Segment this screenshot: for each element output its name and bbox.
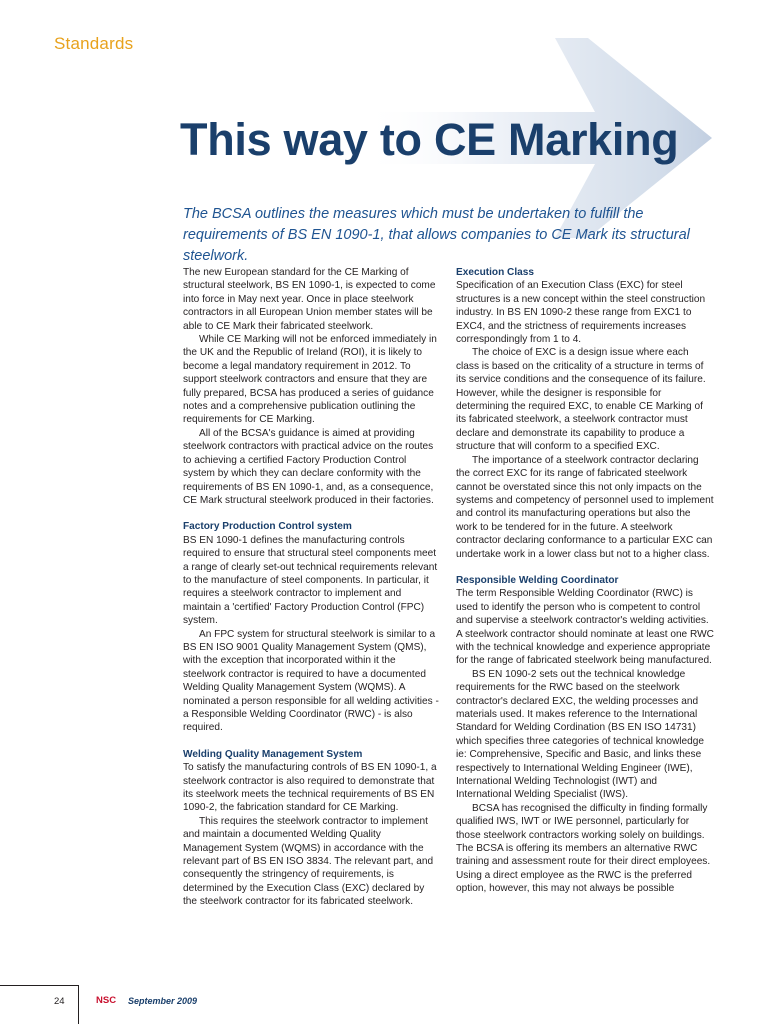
footer-divider-vertical xyxy=(78,986,79,1024)
paragraph: The choice of EXC is a design issue where each class is based on the criticality of a structure in terms of its service conditions and the consequence of its failure. However, while the designer is responsible for determining the required EXC, to enable CE Marking of its fabricated steelwork, a steelwork contractor must declare and demonstrate its capability to produce a structure that will conform to a specified EXC. xyxy=(456,347,706,453)
page-number: 24 xyxy=(54,996,65,1007)
paragraph: While CE Marking will not be enforced immediately in the UK and the Republic of Ireland (ROI), it is likely to become a legal mandatory requirement in 2012. To support steelwork contractors and ensure that they are fully prepared, BCSA has produced a series of guidance notes and a comprehensive publication outlining the requirements for CE Marking. xyxy=(183,334,437,426)
paragraph: To satisfy the manufacturing controls of BS EN 1090-1, a steelwork contractor is also required to demonstrate that its steelwork meets the technical requirements of BS EN 1090-2, the fabrication standard for CE Marking. xyxy=(183,762,437,814)
section-label: Standards xyxy=(54,34,134,53)
standfirst: The BCSA outlines the measures which must be undertaken to fulfill the requirements of BS EN 1090-1, that allows companies to CE Mark its structural steelwork. xyxy=(183,206,690,264)
paragraph: The term Responsible Welding Coordinator (RWC) is used to identify the person who is competent to control and supervise a steelwork contractor's welding activities. A steelwork contractor should nominate at least one RWC with the technical knowledge and experience appropriate for the range of fabricated steelwork being manufactured. xyxy=(456,588,714,667)
page-title: This way to CE Marking xyxy=(180,114,679,165)
subheading-wqms: Welding Quality Management System xyxy=(183,748,363,760)
footer-divider xyxy=(0,985,79,986)
right-column xyxy=(456,266,714,896)
subheading-rwc: Responsible Welding Coordinator xyxy=(456,574,619,586)
left-column xyxy=(183,266,441,909)
paragraph: All of the BCSA's guidance is aimed at providing steelwork contractors with practical advice on the routes to achieving a certified Factory Production Control system by which they can declare conformity with the requirements of BS EN 1090-1, and, as a consequence, CE Mark structural steelwork produced in their factories. xyxy=(183,427,434,506)
paragraph: BS EN 1090-1 defines the manufacturing controls required to ensure that structural steel components meet a range of clearly set-out technical requirements relevant to the manufacture of steel components. In particular, it requires a steelwork contractor to implement and maintain a 'certified' Factory Production Control (FPC) system. xyxy=(183,534,438,627)
paragraph: The new European standard for the CE Marking of structural steelwork, BS EN 1090-1, is expected to come into force in May next year. Once in place steelwork contractors in all European Union member states will be able to CE Mark their fabricated steelwork. xyxy=(183,267,436,332)
subheading-fpc: Factory Production Control system xyxy=(183,521,352,533)
publication-logo: NSC xyxy=(96,995,117,1006)
paragraph: This requires the steelwork contractor to implement and maintain a documented Welding Quality Management System (WQMS) in accordance with the relevant part of BS EN ISO 3834. The relevant part, and consequently the stringency of requirements, is determined by the Execution Class (EXC) declared by the steelwork contractor for its fabricated steelwork. xyxy=(183,815,434,908)
paragraph: An FPC system for structural steelwork is similar to a BS EN ISO 9001 Quality Management System (QMS), with the exception that incorporated within it the steelwork contractor is required to have a documented Welding Quality Management System (WQMS). A nominated a person responsible for all welding activities - a Responsible Welding Coordinator (RWC) - is also required. xyxy=(183,628,439,734)
paragraph: BS EN 1090-2 sets out the technical knowledge requirements for the RWC based on the steelwork contractor's declared EXC, the welding processes and materials used. It makes reference to the International Standard for Welding Cordination (BS EN ISO 14731) which specifies three categories of technical knowledge ie: Comprehensive, Specific and Basic, and links these respectively to International Welding Engineer (IWE), International Welding Technologist (IWT) and International Welding Specialist (IWS). xyxy=(456,668,704,801)
paragraph: Specification of an Execution Class (EXC) for steel structures is a new concept within the steel construction industry. In BS EN 1090-2 these range from EXC1 to EXC4, and the strictness of requirements increases correspondingly from 1 to 4. xyxy=(456,280,706,346)
paragraph: BCSA has recognised the difficulty in finding formally qualified IWS, IWT or IWE personnel, particularly for those steelwork contractors working solely on buildings. The BCSA is offering its members an alternative RWC training and assessment route for their direct employees. Using a direct employee as the RWC is the preferred option, however, this may not always be possible xyxy=(456,802,711,895)
paragraph: The importance of a steelwork contractor declaring the correct EXC for its range of fabricated steelwork cannot be overstated since this not only impacts on the systems and competency of personnel used to implement and control its manufacturing operations but also the work to be tendered for in the future. A steelwork contractor declaring conformance to a particular EXC can undertake work in a lower class but not to a higher class. xyxy=(456,454,714,560)
issue-date: September 2009 xyxy=(128,996,198,1006)
subheading-execution-class: Execution Class xyxy=(456,267,534,278)
